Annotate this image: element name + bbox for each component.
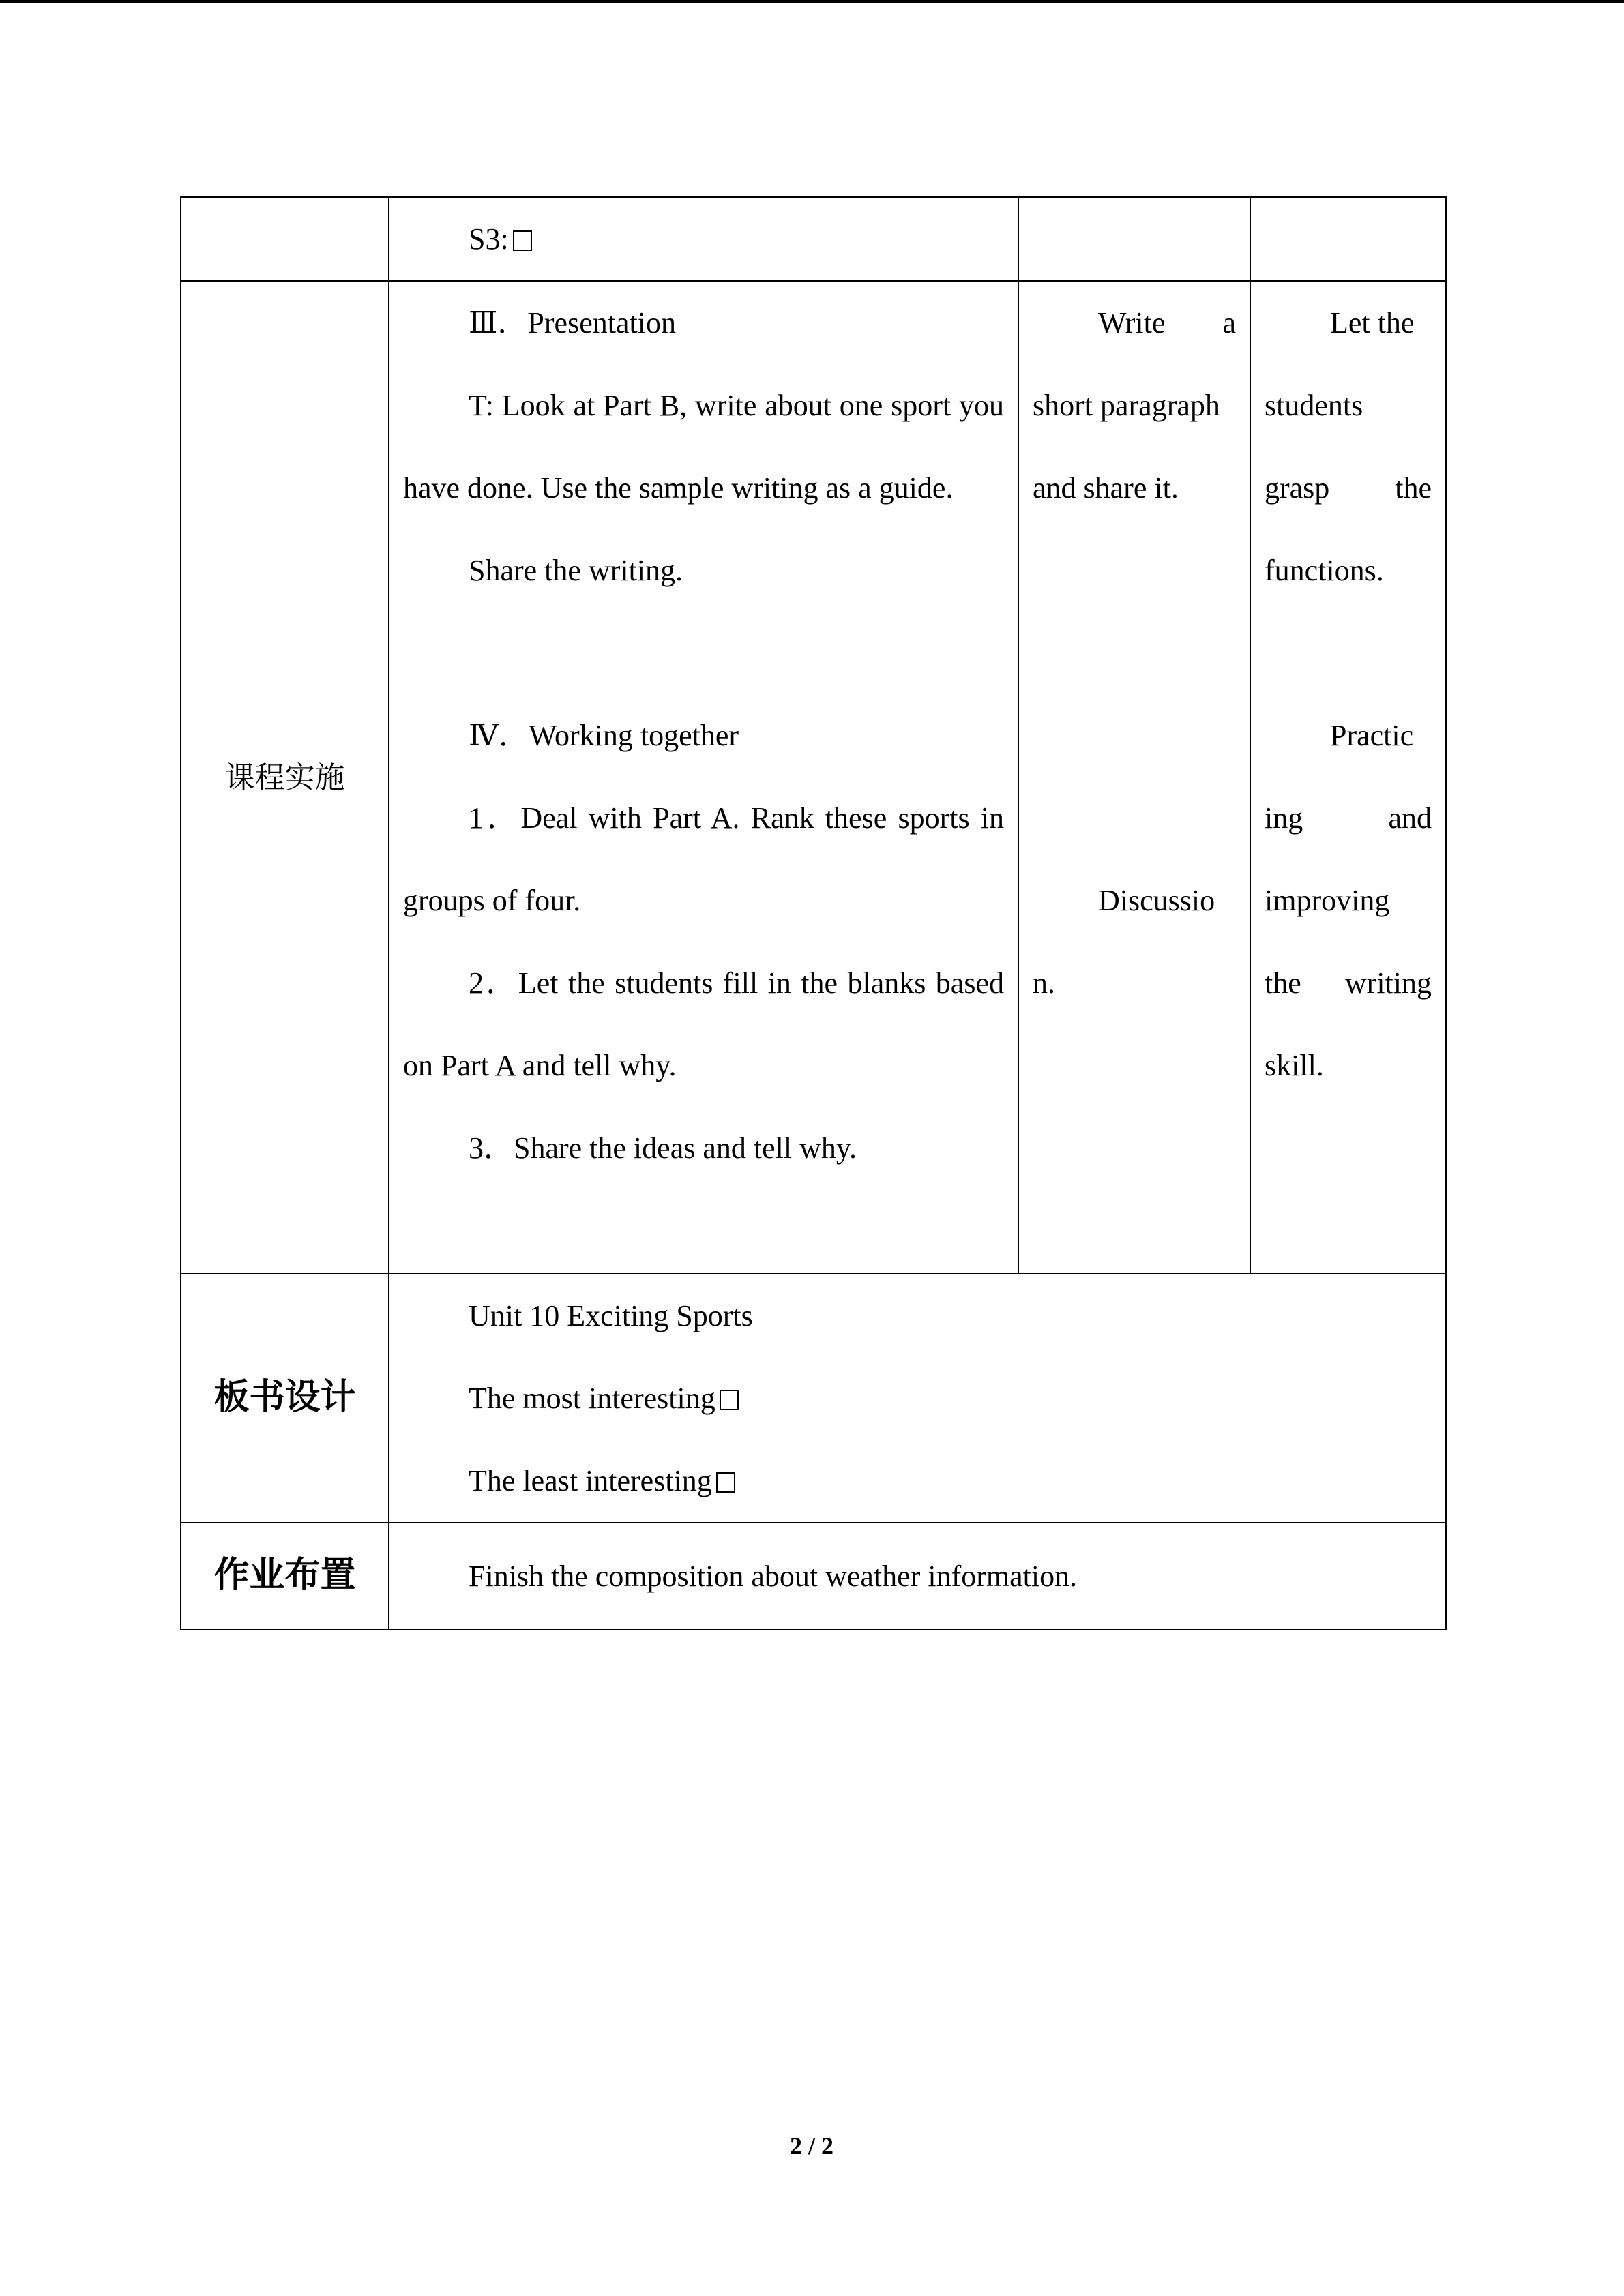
instruction-part-b: T: Look at Part B, write about one sport you have done. Use the sample writing as a guide.	[403, 389, 1004, 505]
purpose-line: ing and	[1265, 801, 1432, 835]
section-label-cell	[181, 281, 389, 1274]
student-activity-line: short paragraph	[1033, 389, 1220, 422]
homework-text: Finish the composition about weather information.	[469, 1560, 1078, 1593]
purpose-cell	[1250, 281, 1446, 1274]
heading-working-together: Ⅳ．Working together	[469, 719, 739, 752]
section-label-implementation: 课程实施	[224, 760, 345, 795]
purpose-line: functions.	[1265, 554, 1384, 587]
step-1: 1．Deal with Part A. Rank these sports in groups of four.	[403, 801, 1004, 917]
page-number: 2 / 2	[789, 2132, 833, 2160]
content-cell	[389, 197, 1018, 281]
student-activity-line: Write a	[1098, 306, 1236, 340]
s3-line: S3:	[403, 198, 1004, 280]
student-activity-line: and share it.	[1033, 471, 1179, 505]
board-line-least: The least interesting	[403, 1440, 1432, 1522]
student-activity-cell	[1018, 281, 1250, 1274]
purpose-line: students	[1265, 389, 1363, 422]
heading-presentation: Ⅲ．Presentation	[469, 306, 676, 340]
purpose-line: skill.	[1265, 1049, 1324, 1082]
share-writing: Share the writing.	[469, 554, 683, 587]
purpose-line: improving	[1265, 884, 1390, 917]
empty-box-icon	[716, 1472, 735, 1493]
empty-box-icon	[720, 1390, 739, 1410]
board-title: Unit 10 Exciting Sports	[469, 1299, 753, 1332]
board-line-most: The most interesting	[403, 1357, 1432, 1440]
section-label-cell	[181, 1274, 389, 1523]
table-row	[181, 1274, 1446, 1523]
student-activity-line: n.	[1033, 966, 1055, 1000]
student-activity-line: Discussio	[1098, 884, 1215, 917]
purpose-line: Practic	[1330, 719, 1414, 752]
purpose-cell	[1250, 197, 1446, 281]
top-border-line	[0, 0, 1624, 3]
purpose-line: Let the	[1330, 306, 1415, 340]
step-3: 3．Share the ideas and tell why.	[469, 1131, 857, 1165]
table-row	[181, 1523, 1446, 1630]
label-cell-empty	[181, 197, 389, 281]
section-label-homework: 作业布置	[213, 1555, 356, 1596]
blank-line	[403, 612, 1004, 694]
section-label-cell	[181, 1523, 389, 1630]
table-row	[181, 281, 1446, 1274]
lesson-plan-table	[180, 196, 1447, 1630]
board-design-cell	[389, 1274, 1446, 1523]
homework-cell	[389, 1523, 1446, 1630]
teaching-activities-cell	[389, 281, 1018, 1274]
purpose-line: grasp the	[1265, 471, 1432, 505]
section-label-board-design: 板书设计	[213, 1377, 356, 1418]
step-2: 2．Let the students fill in the blanks based on Part A and tell why.	[403, 966, 1004, 1082]
purpose-line: the writing	[1265, 966, 1432, 1000]
student-activity-cell	[1018, 197, 1250, 281]
empty-box-icon	[513, 230, 532, 251]
table-row	[181, 197, 1446, 281]
